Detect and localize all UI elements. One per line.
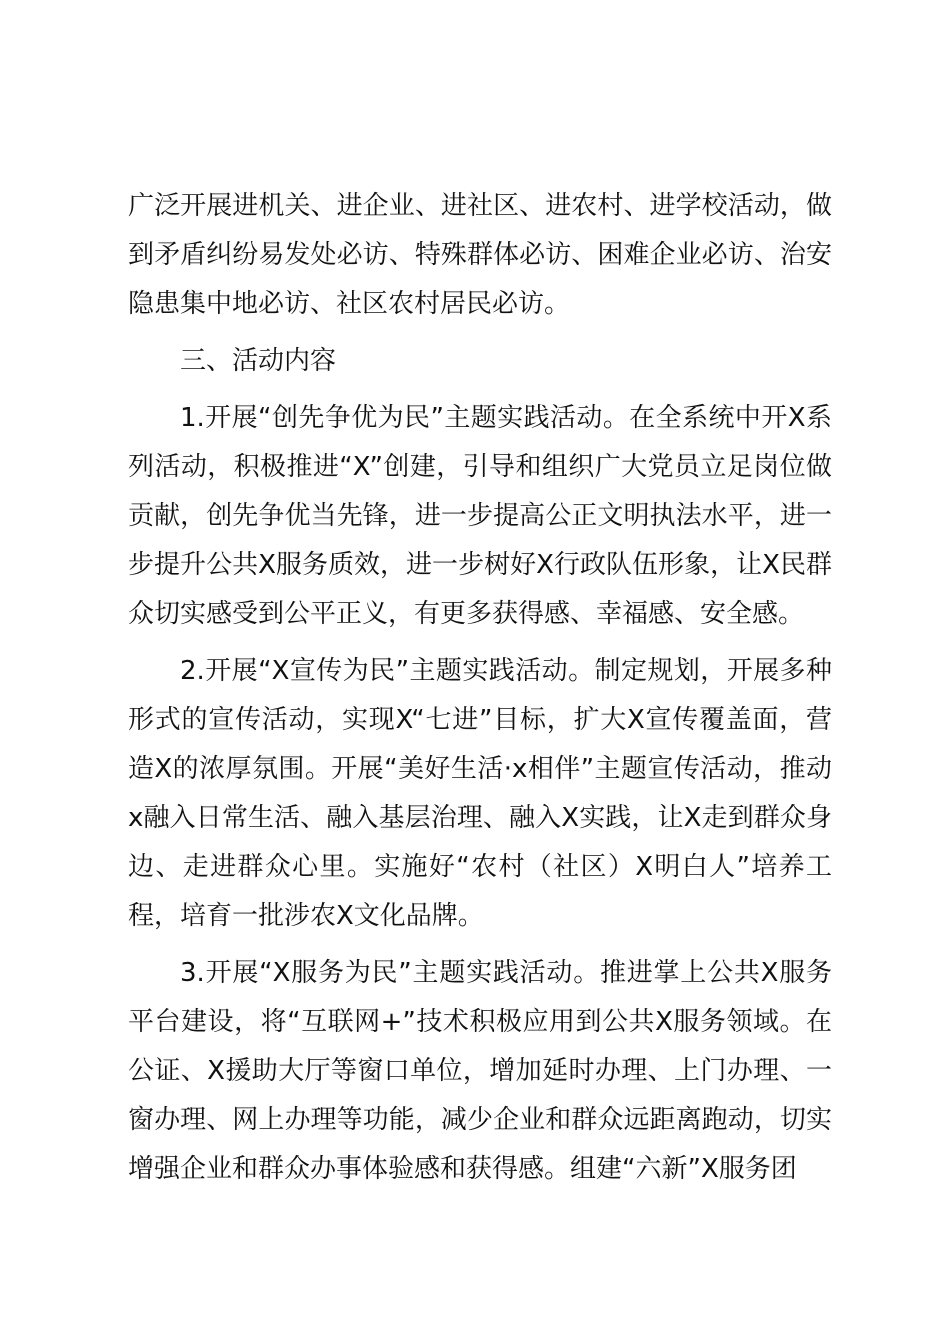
paragraph-item-3: 3.开展“X服务为民”主题实践活动。推进掌上公共X服务平台建设，将“互联网+”技术积极应用到公共X服务领域。在公证、X援助大厅等窗口单位，增加延时办理、上门办理、一窗办理、网上办理等功能，减少企业和群众远距离跑动，切实增强企业和群众办事体验感和获得感。组建“六新”X服务团 [128,958,832,1184]
paragraph-intro: 广泛开展进机关、进企业、进社区、进农村、进学校活动，做到矛盾纠纷易发处必访、特殊群体必访、困难企业必访、治安隐患集中地必访、社区农村居民必访。 [128,191,832,319]
paragraph-item-1: 1.开展“创先争优为民”主题实践活动。在全系统中开X系列活动，积极推进“X”创建，引导和组织广大党员立足岗位做贡献，创先争优当先锋，进一步提高公正文明执法水平，进一步提升公共X服务质效，进一步树好X行政队伍形象，让X民群众切实感受到公平正义，有更多获得感、幸福感、安全感。 [128,403,832,629]
document-body [128,182,832,1194]
paragraph-item-2: 2.开展“X宣传为民”主题实践活动。制定规划，开展多种形式的宣传活动，实现X“七进”目标，扩大X宣传覆盖面，营造X的浓厚氛围。开展“美好生活·x相伴”主题宣传活动，推动x融入日常生活、融入基层治理、融入X实践，让X走到群众身边、走进群众心里。实施好“农村（社区）X明白人”培养工程，培育一批涉农X文化品牌。 [128,656,832,931]
section-heading-activity-content: 三、活动内容 [180,346,337,376]
